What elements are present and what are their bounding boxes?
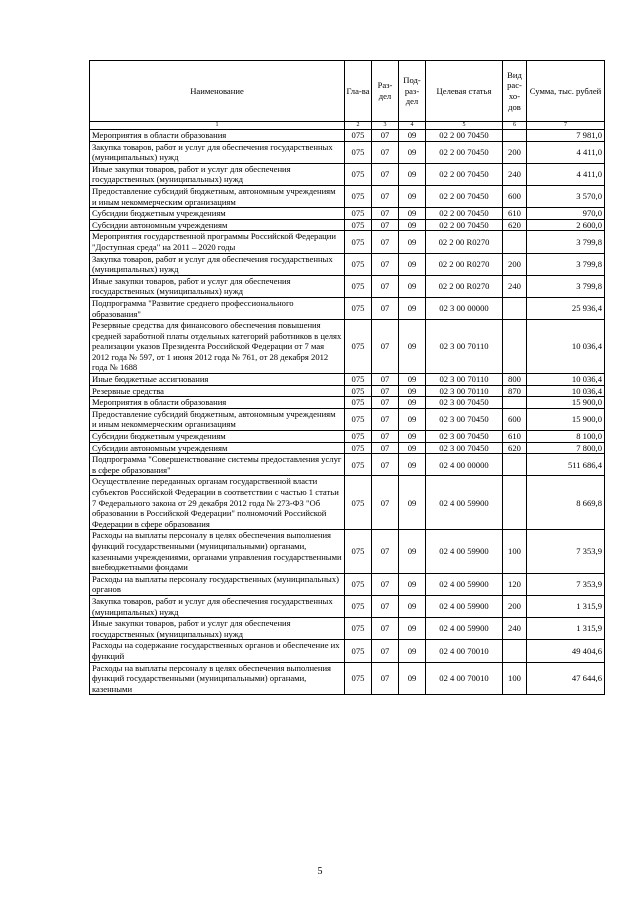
row-name: Предоставление субсидий бюджетным, автономным учреждениям и иным некоммерческим организациям — [90, 408, 345, 430]
column-number: 4 — [399, 122, 426, 130]
target-article-cell: 02 2 00 R0270 — [426, 275, 503, 297]
table-row — [90, 640, 605, 662]
razdel-cell: 07 — [372, 297, 399, 319]
expense-type-cell: 620 — [503, 219, 527, 231]
amount-cell: 7 353,9 — [527, 530, 605, 573]
target-article-cell: 02 3 00 70450 — [426, 431, 503, 443]
razdel-cell: 07 — [372, 253, 399, 275]
row-name: Осуществление переданных органам государственной власти субъектов Российской Федерации в соответствии с частью 1 статьи 7 Федерального закона от 29 декабря 2012 года № 273-ФЗ "Об образовании в Российской Федерации" полномочий Российской Федерации в сфере образования — [90, 476, 345, 530]
razdel-cell: 07 — [372, 385, 399, 397]
glava-cell: 075 — [345, 185, 372, 207]
table-row — [90, 397, 605, 409]
row-name: Иные закупки товаров, работ и услуг для обеспечения государственных (муниципальных) нужд — [90, 618, 345, 640]
column-numbers-row — [90, 122, 605, 130]
table-row — [90, 275, 605, 297]
podrazdel-cell: 09 — [399, 130, 426, 142]
amount-cell: 15 900,0 — [527, 397, 605, 409]
razdel-cell: 07 — [372, 640, 399, 662]
amount-cell: 4 411,0 — [527, 141, 605, 163]
amount-cell: 7 981,0 — [527, 130, 605, 142]
podrazdel-cell: 09 — [399, 431, 426, 443]
expense-type-cell — [503, 454, 527, 476]
table-row — [90, 219, 605, 231]
amount-cell: 511 686,4 — [527, 454, 605, 476]
table-row — [90, 231, 605, 253]
podrazdel-cell: 09 — [399, 297, 426, 319]
row-name: Подпрограмма "Совершенствование системы предоставления услуг в сфере образования" — [90, 454, 345, 476]
table-row — [90, 253, 605, 275]
podrazdel-cell: 09 — [399, 253, 426, 275]
podrazdel-cell: 09 — [399, 640, 426, 662]
target-article-cell: 02 4 00 59900 — [426, 530, 503, 573]
expense-type-cell: 240 — [503, 275, 527, 297]
header-podrazdel: Под-раз-дел — [399, 61, 426, 122]
row-name: Иные бюджетные ассигнования — [90, 374, 345, 386]
razdel-cell: 07 — [372, 454, 399, 476]
glava-cell: 075 — [345, 640, 372, 662]
expense-type-cell: 620 — [503, 442, 527, 454]
target-article-cell: 02 2 00 R0270 — [426, 231, 503, 253]
amount-cell: 47 644,6 — [527, 662, 605, 695]
row-name: Закупка товаров, работ и услуг для обеспечения государственных (муниципальных) нужд — [90, 141, 345, 163]
column-number: 3 — [372, 122, 399, 130]
podrazdel-cell: 09 — [399, 530, 426, 573]
podrazdel-cell: 09 — [399, 454, 426, 476]
target-article-cell: 02 2 00 70450 — [426, 208, 503, 220]
target-article-cell: 02 2 00 R0270 — [426, 253, 503, 275]
row-name: Субсидии бюджетным учреждениям — [90, 431, 345, 443]
razdel-cell: 07 — [372, 618, 399, 640]
glava-cell: 075 — [345, 320, 372, 374]
row-name: Предоставление субсидий бюджетным, автономным учреждениям и иным некоммерческим организациям — [90, 185, 345, 207]
expense-type-cell: 870 — [503, 385, 527, 397]
podrazdel-cell: 09 — [399, 320, 426, 374]
glava-cell: 075 — [345, 163, 372, 185]
column-number: 6 — [503, 122, 527, 130]
row-name: Субсидии автономным учреждениям — [90, 219, 345, 231]
row-name: Расходы на выплаты персоналу в целях обеспечения выполнения функций государственными (муниципальными) органами, казенными учреждениями, органами управления государственными внебюджетными фондами — [90, 530, 345, 573]
razdel-cell: 07 — [372, 442, 399, 454]
table-row — [90, 163, 605, 185]
table-row — [90, 385, 605, 397]
table-row — [90, 208, 605, 220]
podrazdel-cell: 09 — [399, 275, 426, 297]
razdel-cell: 07 — [372, 208, 399, 220]
expense-type-cell — [503, 231, 527, 253]
expense-type-cell: 200 — [503, 253, 527, 275]
expense-type-cell — [503, 320, 527, 374]
target-article-cell: 02 3 00 70110 — [426, 320, 503, 374]
podrazdel-cell: 09 — [399, 397, 426, 409]
table-row — [90, 442, 605, 454]
row-name: Расходы на выплаты персоналу в целях обеспечения выполнения функций государственными (муниципальными) органами, казенными — [90, 662, 345, 695]
row-name: Подпрограмма "Развитие среднего профессионального образования" — [90, 297, 345, 319]
header-target: Целевая статья — [426, 61, 503, 122]
expense-type-cell — [503, 640, 527, 662]
expense-type-cell — [503, 130, 527, 142]
row-name: Мероприятия в области образования — [90, 397, 345, 409]
table-body — [90, 130, 605, 695]
page-number: 5 — [317, 866, 323, 877]
podrazdel-cell: 09 — [399, 618, 426, 640]
razdel-cell: 07 — [372, 431, 399, 443]
glava-cell: 075 — [345, 454, 372, 476]
row-name: Закупка товаров, работ и услуг для обеспечения государственных (муниципальных) нужд — [90, 253, 345, 275]
target-article-cell: 02 2 00 70450 — [426, 130, 503, 142]
header-name: Наименование — [90, 61, 345, 122]
podrazdel-cell: 09 — [399, 163, 426, 185]
razdel-cell: 07 — [372, 530, 399, 573]
glava-cell: 075 — [345, 442, 372, 454]
expense-type-cell: 800 — [503, 374, 527, 386]
podrazdel-cell: 09 — [399, 662, 426, 695]
glava-cell: 075 — [345, 219, 372, 231]
header-vid: Вид рас-хо-дов — [503, 61, 527, 122]
amount-cell: 8 100,0 — [527, 431, 605, 443]
table-row — [90, 618, 605, 640]
podrazdel-cell: 09 — [399, 231, 426, 253]
column-number: 1 — [90, 122, 345, 130]
glava-cell: 075 — [345, 431, 372, 443]
amount-cell: 7 800,0 — [527, 442, 605, 454]
glava-cell: 075 — [345, 374, 372, 386]
target-article-cell: 02 2 00 70450 — [426, 185, 503, 207]
expense-type-cell: 610 — [503, 208, 527, 220]
glava-cell: 075 — [345, 476, 372, 530]
expense-type-cell: 600 — [503, 408, 527, 430]
amount-cell: 3 799,8 — [527, 275, 605, 297]
row-name: Резервные средства — [90, 385, 345, 397]
amount-cell: 25 936,4 — [527, 297, 605, 319]
razdel-cell: 07 — [372, 374, 399, 386]
razdel-cell: 07 — [372, 141, 399, 163]
glava-cell: 075 — [345, 297, 372, 319]
podrazdel-cell: 09 — [399, 185, 426, 207]
target-article-cell: 02 3 00 70450 — [426, 408, 503, 430]
target-article-cell: 02 2 00 70450 — [426, 141, 503, 163]
amount-cell: 1 315,9 — [527, 595, 605, 617]
podrazdel-cell: 09 — [399, 208, 426, 220]
table-row — [90, 374, 605, 386]
glava-cell: 075 — [345, 385, 372, 397]
glava-cell: 075 — [345, 397, 372, 409]
budget-table — [89, 60, 605, 695]
expense-type-cell: 120 — [503, 573, 527, 595]
amount-cell: 2 600,0 — [527, 219, 605, 231]
header-razdel: Раз-дел — [372, 61, 399, 122]
expense-type-cell: 240 — [503, 618, 527, 640]
target-article-cell: 02 4 00 59900 — [426, 573, 503, 595]
target-article-cell: 02 4 00 70010 — [426, 662, 503, 695]
table-row — [90, 297, 605, 319]
row-name: Резервные средства для финансового обеспечения повышения средней заработной платы отдельных категорий работников в целях реализации указов Президента Российской Федерации от 7 мая 2012 года № 597, от 1 июня 2012 года № 761, от 28 декабря 2012 года № 1688 — [90, 320, 345, 374]
target-article-cell: 02 2 00 70450 — [426, 163, 503, 185]
table-row — [90, 185, 605, 207]
table-row — [90, 662, 605, 695]
target-article-cell: 02 2 00 70450 — [426, 219, 503, 231]
row-name: Мероприятия в области образования — [90, 130, 345, 142]
glava-cell: 075 — [345, 662, 372, 695]
target-article-cell: 02 4 00 59900 — [426, 476, 503, 530]
expense-type-cell: 100 — [503, 662, 527, 695]
glava-cell: 075 — [345, 618, 372, 640]
expense-type-cell: 240 — [503, 163, 527, 185]
column-number: 7 — [527, 122, 605, 130]
podrazdel-cell: 09 — [399, 219, 426, 231]
target-article-cell: 02 4 00 59900 — [426, 595, 503, 617]
row-name: Мероприятия государственной программы Российской Федерации "Доступная среда" на 2011 – 2020 годы — [90, 231, 345, 253]
glava-cell: 075 — [345, 208, 372, 220]
razdel-cell: 07 — [372, 219, 399, 231]
razdel-cell: 07 — [372, 320, 399, 374]
target-article-cell: 02 3 00 70450 — [426, 397, 503, 409]
podrazdel-cell: 09 — [399, 442, 426, 454]
table-row — [90, 530, 605, 573]
table-row — [90, 595, 605, 617]
glava-cell: 075 — [345, 231, 372, 253]
row-name: Субсидии бюджетным учреждениям — [90, 208, 345, 220]
podrazdel-cell: 09 — [399, 476, 426, 530]
razdel-cell: 07 — [372, 275, 399, 297]
target-article-cell: 02 4 00 59900 — [426, 618, 503, 640]
target-article-cell: 02 4 00 00000 — [426, 454, 503, 476]
podrazdel-cell: 09 — [399, 385, 426, 397]
amount-cell: 49 404,6 — [527, 640, 605, 662]
amount-cell: 10 036,4 — [527, 374, 605, 386]
table-row — [90, 476, 605, 530]
row-name: Иные закупки товаров, работ и услуг для обеспечения государственных (муниципальных) нужд — [90, 163, 345, 185]
glava-cell: 075 — [345, 141, 372, 163]
table-row — [90, 320, 605, 374]
row-name: Расходы на выплаты персоналу государственных (муниципальных) органов — [90, 573, 345, 595]
table-row — [90, 454, 605, 476]
podrazdel-cell: 09 — [399, 573, 426, 595]
amount-cell: 10 036,4 — [527, 385, 605, 397]
amount-cell: 10 036,4 — [527, 320, 605, 374]
header-glava: Гла-ва — [345, 61, 372, 122]
razdel-cell: 07 — [372, 408, 399, 430]
header-sum: Сумма, тыс. рублей — [527, 61, 605, 122]
podrazdel-cell: 09 — [399, 374, 426, 386]
table-row — [90, 573, 605, 595]
expense-type-cell: 600 — [503, 185, 527, 207]
table-row — [90, 130, 605, 142]
glava-cell: 075 — [345, 253, 372, 275]
expense-type-cell: 610 — [503, 431, 527, 443]
amount-cell: 3 799,8 — [527, 253, 605, 275]
expense-type-cell — [503, 476, 527, 530]
razdel-cell: 07 — [372, 130, 399, 142]
row-name: Субсидии автономным учреждениям — [90, 442, 345, 454]
razdel-cell: 07 — [372, 573, 399, 595]
expense-type-cell: 200 — [503, 595, 527, 617]
razdel-cell: 07 — [372, 595, 399, 617]
expense-type-cell — [503, 397, 527, 409]
expense-type-cell: 100 — [503, 530, 527, 573]
amount-cell: 15 900,0 — [527, 408, 605, 430]
target-article-cell: 02 3 00 70110 — [426, 374, 503, 386]
glava-cell: 075 — [345, 130, 372, 142]
amount-cell: 7 353,9 — [527, 573, 605, 595]
podrazdel-cell: 09 — [399, 408, 426, 430]
glava-cell: 075 — [345, 595, 372, 617]
glava-cell: 075 — [345, 573, 372, 595]
podrazdel-cell: 09 — [399, 595, 426, 617]
podrazdel-cell: 09 — [399, 141, 426, 163]
glava-cell: 075 — [345, 275, 372, 297]
target-article-cell: 02 3 00 70110 — [426, 385, 503, 397]
amount-cell: 3 799,8 — [527, 231, 605, 253]
razdel-cell: 07 — [372, 662, 399, 695]
glava-cell: 075 — [345, 408, 372, 430]
razdel-cell: 07 — [372, 476, 399, 530]
table-row — [90, 408, 605, 430]
razdel-cell: 07 — [372, 397, 399, 409]
amount-cell: 970,0 — [527, 208, 605, 220]
column-number: 2 — [345, 122, 372, 130]
razdel-cell: 07 — [372, 185, 399, 207]
glava-cell: 075 — [345, 530, 372, 573]
row-name: Расходы на содержание государственных органов и обеспечение их функций — [90, 640, 345, 662]
amount-cell: 8 669,8 — [527, 476, 605, 530]
table-row — [90, 431, 605, 443]
row-name: Иные закупки товаров, работ и услуг для обеспечения государственных (муниципальных) нужд — [90, 275, 345, 297]
target-article-cell: 02 3 00 00000 — [426, 297, 503, 319]
razdel-cell: 07 — [372, 163, 399, 185]
expense-type-cell: 200 — [503, 141, 527, 163]
column-number: 5 — [426, 122, 503, 130]
amount-cell: 4 411,0 — [527, 163, 605, 185]
table-row — [90, 141, 605, 163]
target-article-cell: 02 4 00 70010 — [426, 640, 503, 662]
razdel-cell: 07 — [372, 231, 399, 253]
target-article-cell: 02 3 00 70450 — [426, 442, 503, 454]
expense-type-cell — [503, 297, 527, 319]
amount-cell: 3 570,0 — [527, 185, 605, 207]
row-name: Закупка товаров, работ и услуг для обеспечения государственных (муниципальных) нужд — [90, 595, 345, 617]
table-header — [90, 61, 605, 122]
amount-cell: 1 315,9 — [527, 618, 605, 640]
